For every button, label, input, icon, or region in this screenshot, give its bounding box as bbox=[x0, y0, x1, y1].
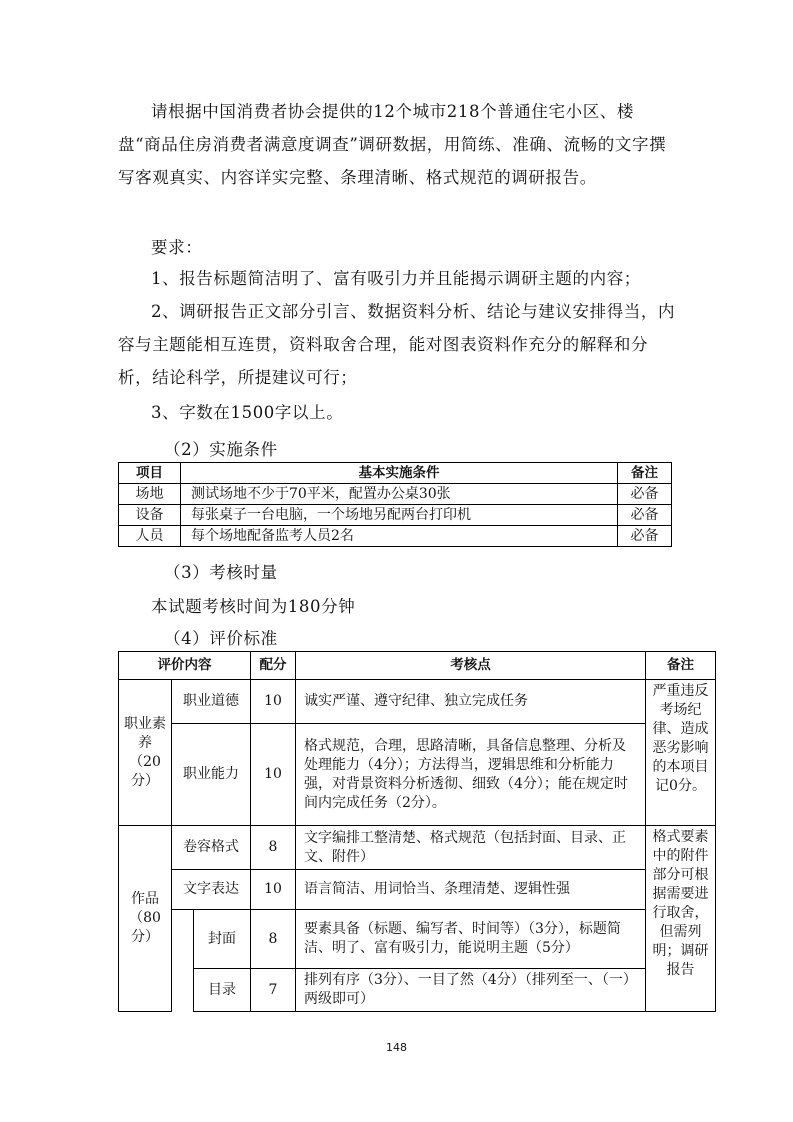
score-cell: 8 bbox=[251, 826, 296, 870]
table-row bbox=[119, 484, 672, 505]
requirement-3: 3、字数在1500字以上。 bbox=[151, 403, 344, 422]
item-label: 卷容格式 bbox=[172, 826, 251, 870]
intro-paragraph: 请根据中国消费者协会提供的12个城市218个普通住宅小区、楼盘“商品住房消费者满意度调查”调研数据，用简练、准确、流畅的文字撰写客观真实、内容详实完整、条理清晰、格式规范的调研报告。 bbox=[118, 102, 667, 187]
score-cell: 8 bbox=[251, 910, 296, 969]
header-cell: 基本实施条件 bbox=[181, 463, 618, 484]
header-cell: 评价内容 bbox=[119, 652, 251, 680]
table-cell: 每个场地配备监考人员2名 bbox=[181, 526, 618, 547]
header-cell: 备注 bbox=[618, 463, 672, 484]
table-cell: 测试场地不少于70平米，配置办公桌30张 bbox=[181, 484, 618, 505]
table-row bbox=[119, 526, 672, 547]
checkpoint-cell: 要素具备（标题、编写者、时间等）（3分），标题简洁、明了、富有吸引力，能说明主题（5分） bbox=[296, 910, 646, 969]
note-cell: 严重违反考场纪律、造成恶劣影响的本项目记0分。 bbox=[646, 680, 716, 826]
header-cell: 考核点 bbox=[296, 652, 646, 680]
table-cell: 场地 bbox=[119, 484, 181, 505]
page-number: 148 bbox=[386, 1041, 407, 1054]
table-row bbox=[119, 870, 716, 910]
checkpoint-cell: 格式规范，合理，思路清晰，具备信息整理、分析及处理能力（4分）；方法得当，逻辑思维和分析能力强，对背景资料分析透彻、细致（4分）；能在规定时间内完成任务（2分）。 bbox=[296, 724, 646, 826]
score-cell: 10 bbox=[251, 870, 296, 910]
table-cell: 必备 bbox=[618, 484, 672, 505]
item-label: 文字表达 bbox=[172, 870, 251, 910]
table-row bbox=[119, 910, 716, 969]
group-label: 职业素养（20分） bbox=[119, 680, 172, 826]
checkpoint-cell: 语言简洁、用词恰当、条理清楚、逻辑性强 bbox=[296, 870, 646, 910]
header-cell: 备注 bbox=[646, 652, 716, 680]
section-heading-criteria: （4）评价标准 bbox=[164, 629, 278, 648]
header-cell: 项目 bbox=[119, 463, 181, 484]
checkpoint-cell: 排列有序（3分）、一目了然（4分）（排列至一、（一）两级即可） bbox=[296, 969, 646, 1012]
header-cell: 配分 bbox=[251, 652, 296, 680]
item-label: 职业道德 bbox=[172, 680, 251, 724]
table-cell: 必备 bbox=[618, 505, 672, 526]
item-label: 封面 bbox=[194, 910, 251, 969]
conditions-table bbox=[118, 462, 672, 547]
item-label: 目录 bbox=[194, 969, 251, 1012]
table-cell: 必备 bbox=[618, 526, 672, 547]
requirement-1: 1、报告标题简洁明了、富有吸引力并且能揭示调研主题的内容； bbox=[151, 269, 641, 288]
table-row bbox=[119, 680, 716, 724]
score-cell: 7 bbox=[251, 969, 296, 1012]
indent-cell bbox=[172, 910, 194, 1012]
table-cell: 人员 bbox=[119, 526, 181, 547]
section-heading-conditions: （2）实施条件 bbox=[164, 440, 278, 459]
score-cell: 10 bbox=[251, 680, 296, 724]
score-cell: 10 bbox=[251, 724, 296, 826]
requirement-2: 2、调研报告正文部分引言、数据资料分析、结论与建议安排得当，内容与主题能相互连贯，资料取舍合理，能对图表资料作充分的解释和分析，结论科学，所提建议可行； bbox=[118, 302, 676, 387]
section-heading-time: （3）考核时量 bbox=[164, 563, 278, 582]
table-cell: 每张桌子一台电脑，一个场地另配两台打印机 bbox=[181, 505, 618, 526]
requirements-heading: 要求： bbox=[151, 238, 203, 257]
table-row bbox=[119, 969, 716, 1012]
table-cell: 设备 bbox=[119, 505, 181, 526]
note-cell: 格式要素中的附件部分可根据需要进行取舍，但需列明；调研报告 bbox=[646, 826, 716, 1012]
time-text: 本试题考核时间为180分钟 bbox=[151, 597, 356, 616]
table-row bbox=[119, 724, 716, 826]
item-label: 职业能力 bbox=[172, 724, 251, 826]
table-header-row bbox=[119, 463, 672, 484]
checkpoint-cell: 文字编排工整清楚、格式规范（包括封面、目录、正文、附件） bbox=[296, 826, 646, 870]
table-header-row bbox=[119, 652, 716, 680]
criteria-table bbox=[118, 651, 716, 1012]
table-row bbox=[119, 826, 716, 870]
group-label: 作品（80分） bbox=[119, 826, 172, 1012]
table-row bbox=[119, 505, 672, 526]
checkpoint-cell: 诚实严谨、遵守纪律、独立完成任务 bbox=[296, 680, 646, 724]
